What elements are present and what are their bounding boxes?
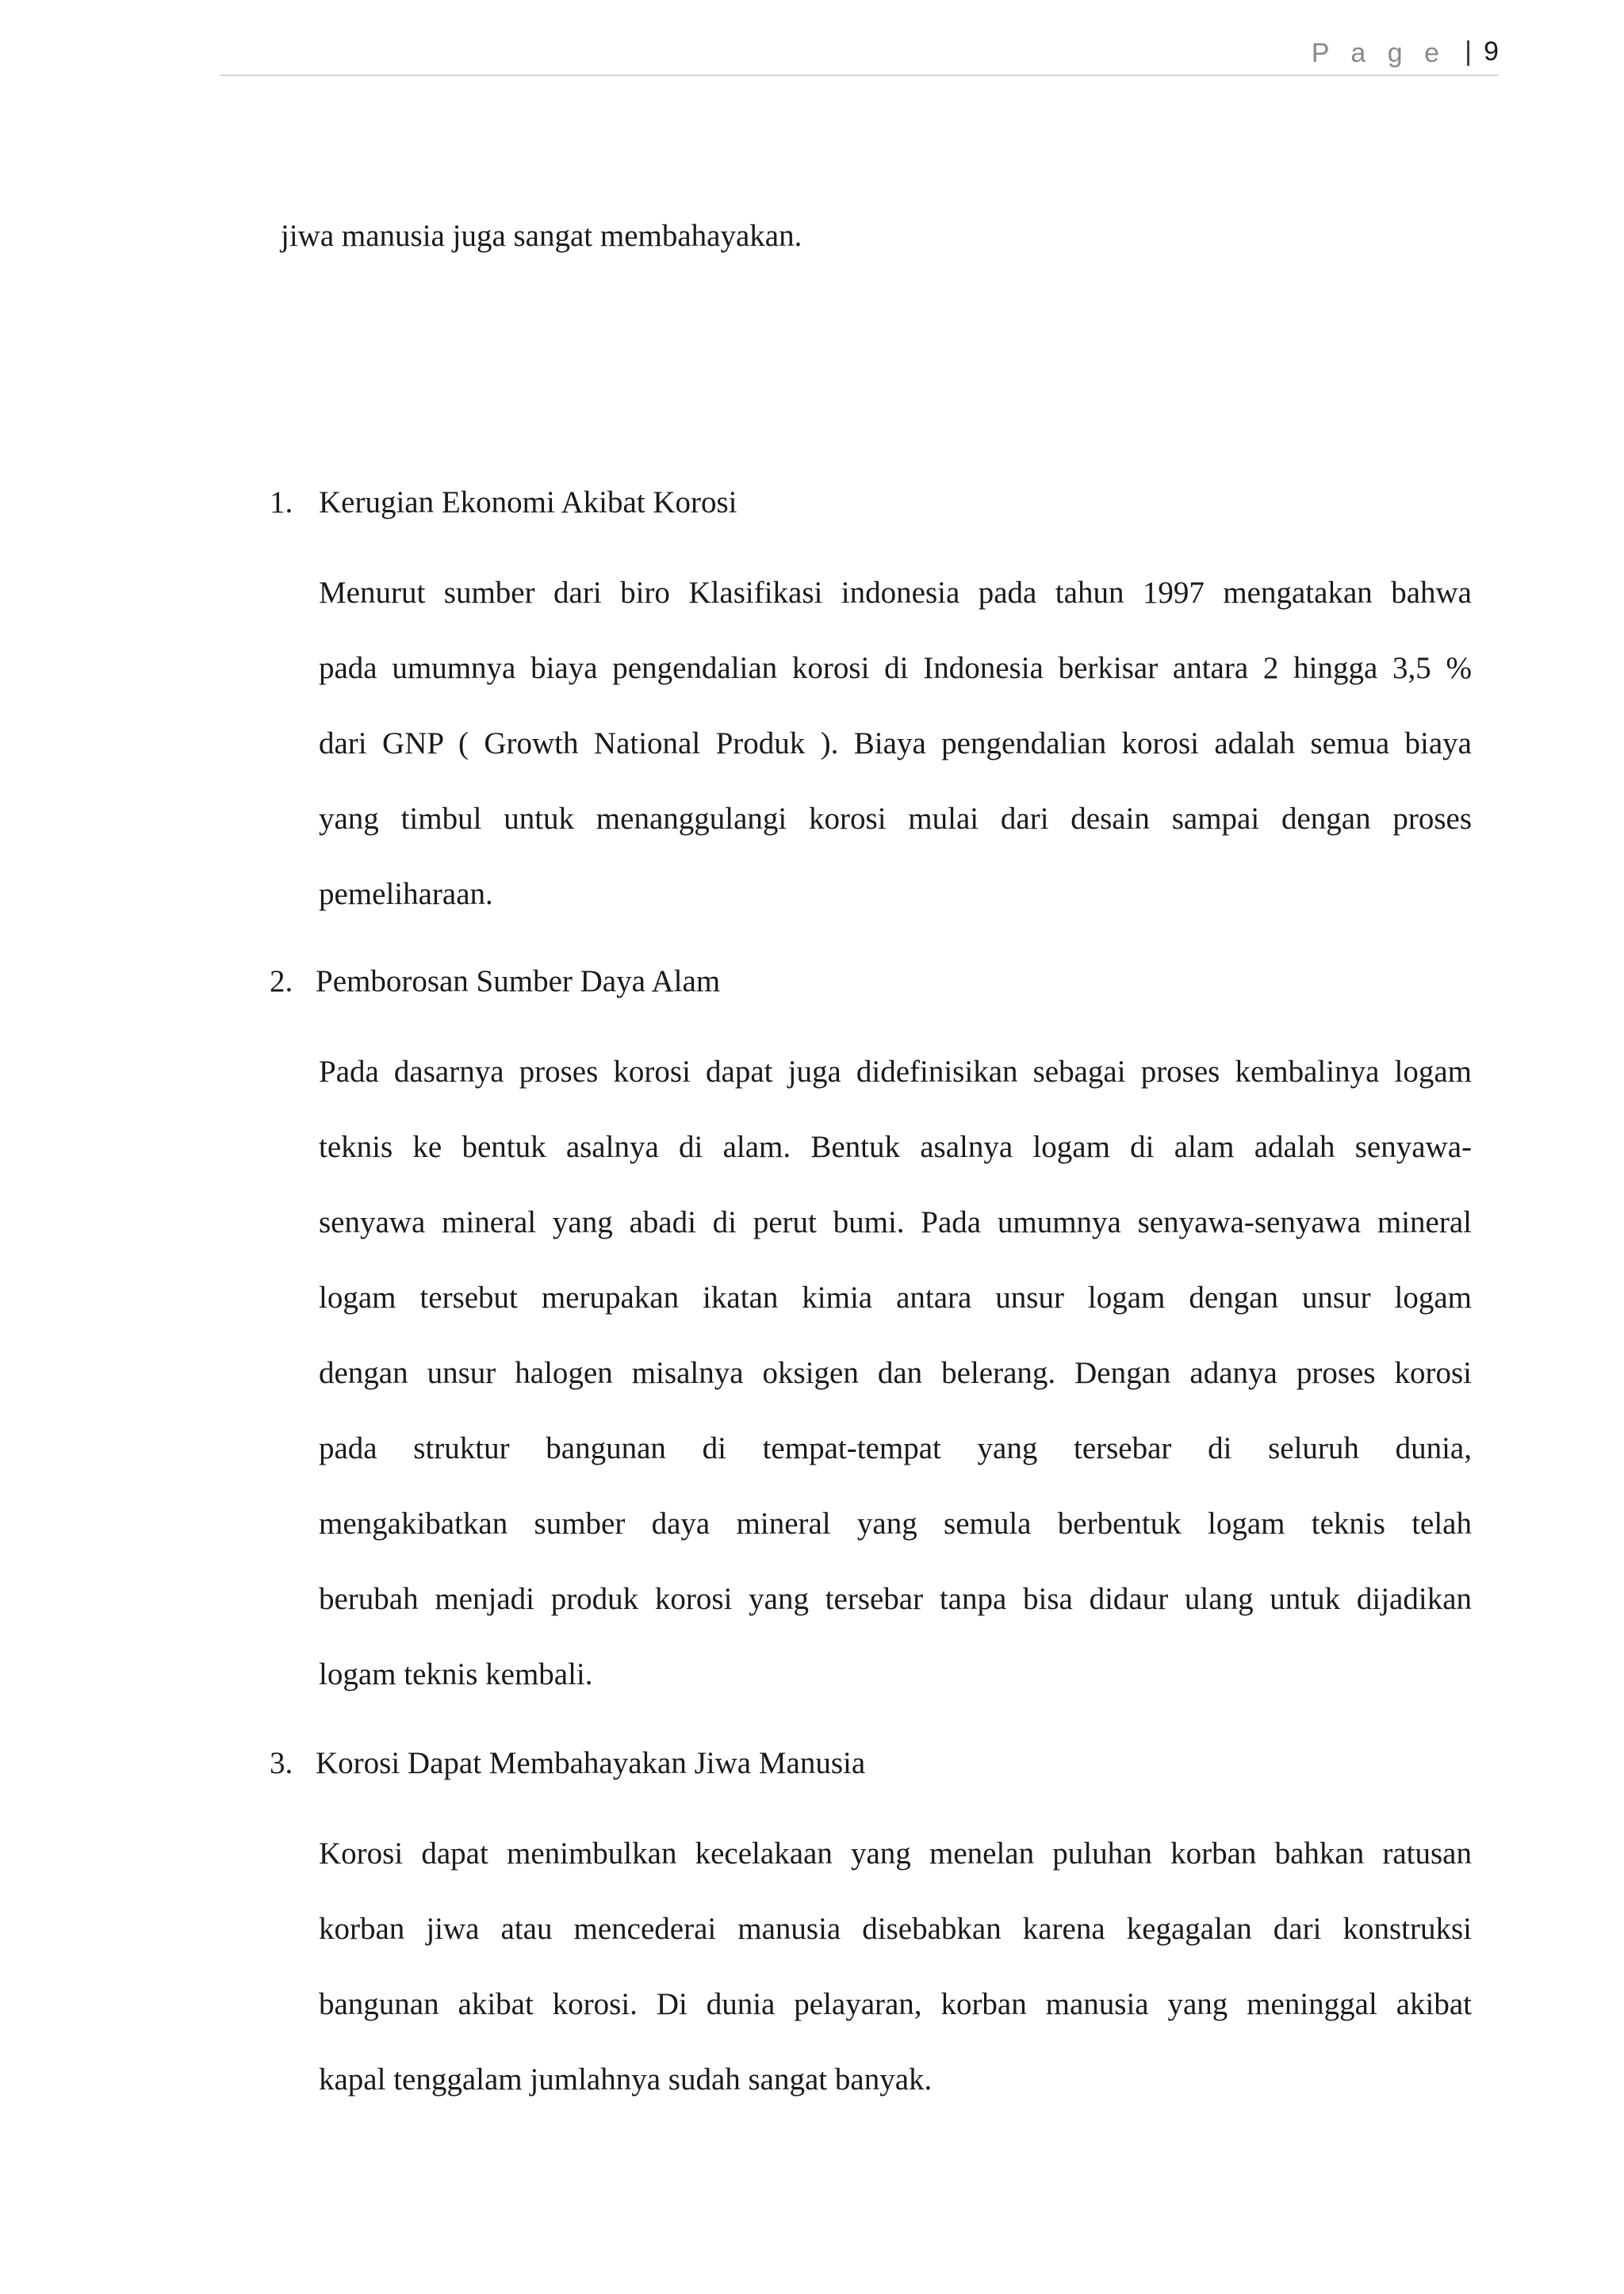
intro-line: jiwa manusia juga sangat membahayakan. xyxy=(281,219,802,253)
section-2-number: 2. xyxy=(270,964,293,998)
section-1-number: 1. xyxy=(270,485,293,519)
paragraph-line: Menurut sumber dari biro Klasifikasi indonesia pada tahun 1997 mengatakan bahwa xyxy=(319,576,1472,610)
section-1-title: Kerugian Ekonomi Akibat Korosi xyxy=(319,485,737,519)
page-separator: | xyxy=(1465,36,1472,67)
paragraph-line: pada struktur bangunan di tempat-tempat yang tersebar di seluruh dunia, xyxy=(319,1431,1472,1465)
paragraph-line: pada umumnya biaya pengendalian korosi di Indonesia berkisar antara 2 hingga 3,5 % xyxy=(319,651,1472,685)
paragraph-line: berubah menjadi produk korosi yang tersebar tanpa bisa didaur ulang untuk dijadikan xyxy=(319,1582,1472,1616)
page-number: 9 xyxy=(1484,36,1499,67)
paragraph-line: logam teknis kembali. xyxy=(319,1657,593,1691)
paragraph-line: mengakibatkan sumber daya mineral yang semula berbentuk logam teknis telah xyxy=(319,1507,1472,1541)
paragraph-line: dari GNP ( Growth National Produk ). Biaya pengendalian korosi adalah semua biaya xyxy=(319,726,1472,760)
paragraph-line: yang timbul untuk menanggulangi korosi mulai dari desain sampai dengan proses xyxy=(319,802,1472,836)
paragraph-line: bangunan akibat korosi. Di dunia pelayaran, korban manusia yang meninggal akibat xyxy=(319,1987,1472,2021)
paragraph-line: logam tersebut merupakan ikatan kimia antara unsur logam dengan unsur logam xyxy=(319,1281,1472,1315)
section-3-number: 3. xyxy=(270,1746,293,1780)
paragraph-line: korban jiwa atau mencederai manusia disebabkan karena kegagalan dari konstruksi xyxy=(319,1912,1472,1946)
page-header xyxy=(220,35,1499,76)
paragraph-line: senyawa mineral yang abadi di perut bumi. Pada umumnya senyawa-senyawa mineral xyxy=(319,1205,1472,1239)
section-2-title: Pemborosan Sumber Daya Alam xyxy=(316,964,721,998)
paragraph-line: dengan unsur halogen misalnya oksigen dan belerang. Dengan adanya proses korosi xyxy=(319,1356,1472,1390)
paragraph-line: kapal tenggalam jumlahnya sudah sangat banyak. xyxy=(319,2062,933,2097)
paragraph-line: pemeliharaan. xyxy=(319,877,493,911)
section-3-title: Korosi Dapat Membahayakan Jiwa Manusia xyxy=(316,1746,866,1780)
paragraph-line: teknis ke bentuk asalnya di alam. Bentuk asalnya logam di alam adalah senyawa- xyxy=(319,1130,1472,1164)
paragraph-line: Korosi dapat menimbulkan kecelakaan yang menelan puluhan korban bahkan ratusan xyxy=(319,1836,1472,1871)
paragraph-line: Pada dasarnya proses korosi dapat juga didefinisikan sebagai proses kembalinya logam xyxy=(319,1055,1472,1089)
page-label: P a g e xyxy=(1311,38,1446,68)
